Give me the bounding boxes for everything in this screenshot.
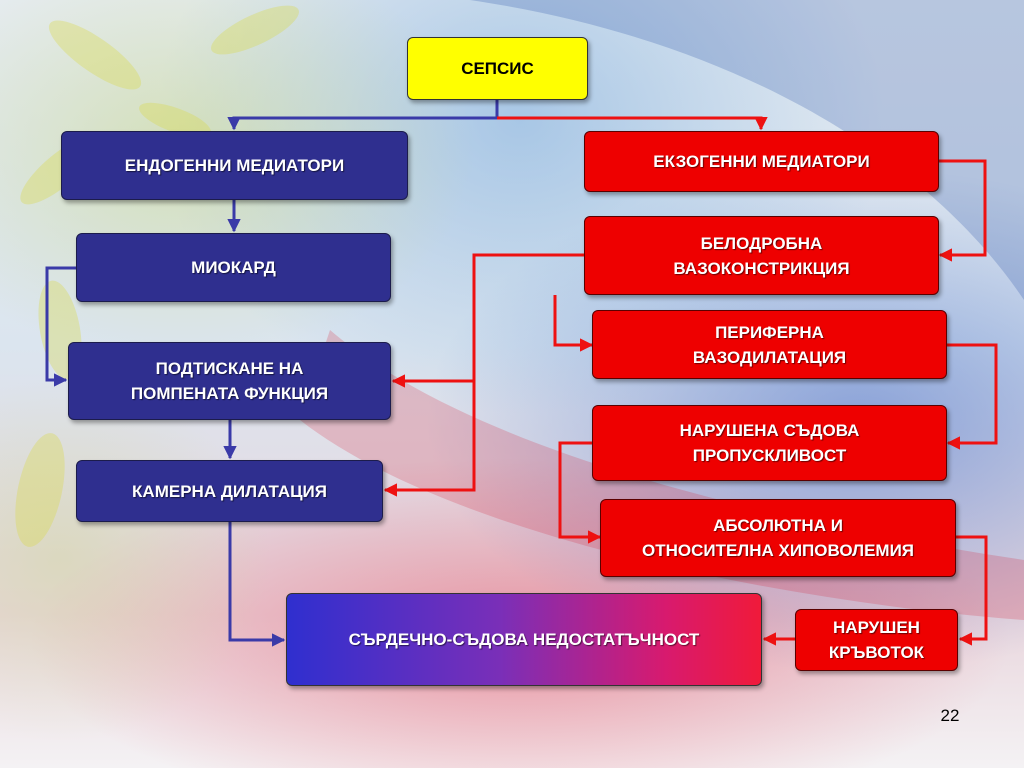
- endogenous-mediators-node: ЕНДОГЕННИ МЕДИАТОРИ: [61, 131, 408, 200]
- impaired-blood-flow-node: НАРУШЕН КРЪВОТОК: [795, 609, 958, 671]
- vascular-permeability-node: НАРУШЕНА СЪДОВА ПРОПУСКЛИВОСТ: [592, 405, 947, 481]
- myocardium-node: МИОКАРД: [76, 233, 391, 302]
- arrow-chamber-dilation-to-cardiovascular-failure: [230, 522, 284, 640]
- arrow-sepsis-to-exogenous: [497, 118, 761, 129]
- arrow-pulmonary-to-peripheral-vasodilation: [555, 295, 592, 345]
- exogenous-mediators-node: ЕКЗОГЕННИ МЕДИАТОРИ: [584, 131, 939, 192]
- hypovolemia-node: АБСОЛЮТНА И ОТНОСИТЕЛНА ХИПОВОЛЕМИЯ: [600, 499, 956, 577]
- arrow-pulmonary-to-chamber-dilation: [385, 381, 474, 490]
- arrow-hypovolemia-to-impaired-blood-flow: [956, 537, 986, 639]
- arrow-exogenous-to-pulmonary-vasoconstriction: [939, 161, 985, 255]
- arrow-peripheral-to-vascular-permeability: [947, 345, 996, 443]
- cardiovascular-failure-node: СЪРДЕЧНО-СЪДОВА НЕДОСТАТЪЧНОСТ: [286, 593, 762, 686]
- sepsis-node: СЕПСИС: [407, 37, 588, 100]
- chamber-dilation-node: КАМЕРНА ДИЛАТАЦИЯ: [76, 460, 383, 522]
- arrow-sepsis-to-endogenous: [234, 100, 497, 129]
- pump-suppression-node: ПОДТИСКАНЕ НА ПОМПЕНАТА ФУНКЦИЯ: [68, 342, 391, 420]
- page-number: 22: [940, 706, 960, 725]
- pulmonary-vasoconstriction-node: БЕЛОДРОБНА ВАЗОКОНСТРИКЦИЯ: [584, 216, 939, 295]
- peripheral-vasodilation-node: ПЕРИФЕРНА ВАЗОДИЛАТАЦИЯ: [592, 310, 947, 379]
